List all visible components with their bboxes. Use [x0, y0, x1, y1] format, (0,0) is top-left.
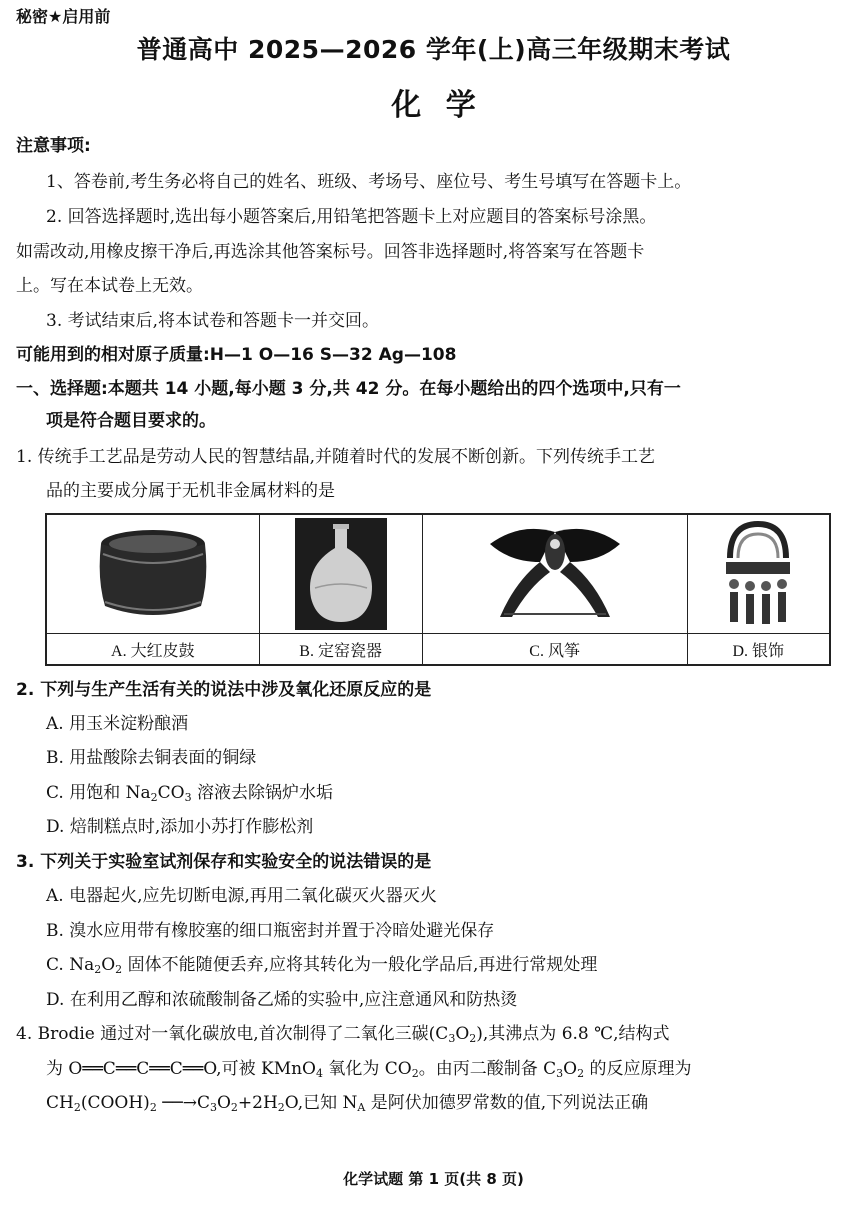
section1-line2: 项是符合题目要求的。 [46, 411, 216, 431]
notice-heading: 注意事项: [16, 136, 91, 156]
option-a-label: A. 大红皮鼓 [46, 634, 259, 666]
q4-line2: 为 O══C══C══C══O,可被 KMnO$_4$ 氧化为 $CO_2$。由丙二酸制备 $C_3O_2$ 的反应原理为 [46, 1059, 692, 1080]
q3-stem: 3. 下列关于实验室试剂保存和实验安全的说法错误的是 [16, 852, 432, 872]
notice-item-2a: 2. 回答选择题时,选出每小题答案后,用铅笔把答题卡上对应题目的答案标号涂黑。 [46, 207, 657, 227]
option-b-label: B. 定窑瓷器 [259, 634, 422, 666]
q2-option-c: C. 用饱和 $Na_2CO_3$ 溶液去除锅炉水垢 [46, 783, 333, 804]
notice-item-2b: 如需改动,用橡皮擦干净后,再选涂其他答案标号。回答非选择题时,将答案写在答题卡 [16, 242, 645, 262]
porcelain-image [259, 514, 422, 634]
subject-title: 化 学 [391, 88, 476, 123]
q1-options-table [45, 513, 831, 666]
q2-stem: 2. 下列与生产生活有关的说法中涉及氧化还原反应的是 [16, 680, 432, 700]
notice-item-1: 1、答卷前,考生务必将自己的姓名、班级、考场号、座位号、考生号填写在答题卡上。 [46, 172, 692, 192]
q3-option-a: A. 电器起火,应先切断电源,再用二氧化碳灭火器灭火 [46, 886, 437, 906]
silver-ornament-image [687, 514, 830, 634]
q4-line3: $CH_2(COOH)_2$ $──\to C_3O_2+2H_2O$,已知 $N_A$ 是阿伏加德罗常数的值,下列说法正确 [46, 1093, 649, 1114]
q3-option-d: D. 在利用乙醇和浓硫酸制备乙烯的实验中,应注意通风和防热烫 [46, 990, 518, 1010]
kite-image [422, 514, 687, 634]
drum-image [46, 514, 259, 634]
q2-option-d: D. 焙制糕点时,添加小苏打作膨松剂 [46, 817, 314, 837]
notice-item-3: 3. 考试结束后,将本试卷和答题卡一并交回。 [46, 311, 380, 331]
atomic-mass: 可能用到的相对原子质量:H—1 O—16 S—32 Ag—108 [16, 345, 457, 365]
q4-line1: 4. Brodie 通过对一氧化碳放电,首次制得了二氧化三碳$(C_3O_2)$,其沸点为 6.8 ℃,结构式 [16, 1024, 670, 1045]
exam-title: 普通高中 2025—2026 学年(上)高三年级期末考试 [136, 35, 731, 64]
page-footer: 化学试题 第 1 页(共 8 页) [343, 1170, 524, 1188]
q2-option-a: A. 用玉米淀粉酿酒 [46, 714, 189, 734]
section1-line1: 一、选择题:本题共 14 小题,每小题 3 分,共 42 分。在每小题给出的四个选项中,只有一 [16, 379, 681, 399]
q2-option-b: B. 用盐酸除去铜表面的铜绿 [46, 748, 257, 768]
option-d-label: D. 银饰 [687, 634, 830, 666]
q1-stem-line2: 品的主要成分属于无机非金属材料的是 [46, 481, 335, 501]
notice-item-2c: 上。写在本试卷上无效。 [16, 276, 203, 296]
option-c-label: C. 风筝 [422, 634, 687, 666]
q3-option-b: B. 溴水应用带有橡胶塞的细口瓶密封并置于冷暗处避光保存 [46, 921, 495, 941]
q1-stem-line1: 1. 传统手工艺品是劳动人民的智慧结晶,并随着时代的发展不断创新。下列传统手工艺 [16, 447, 656, 467]
secret-label: 秘密★启用前 [16, 7, 111, 26]
q3-option-c: C. $Na_2O_2$ 固体不能随便丢弃,应将其转化为一般化学品后,再进行常规处理 [46, 955, 598, 976]
